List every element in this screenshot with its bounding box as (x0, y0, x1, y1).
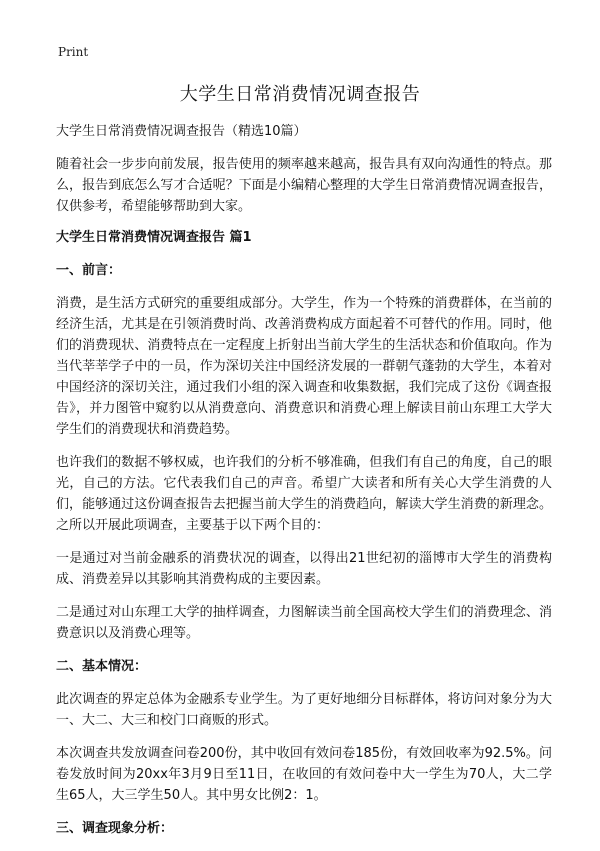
paragraph: 一是通过对当前金融系的消费状况的调查，以得出21世纪初的淄博市大学生的消费构成、消费差异以其影响其消费构成的主要因素。 (56, 551, 552, 587)
document-body (56, 121, 552, 851)
document-subtitle: 大学生日常消费情况调查报告（精选10篇） (56, 124, 307, 139)
section-heading-preface: 一、前言： (56, 263, 122, 278)
paragraph: 本次调查共发放调查问卷200份，其中收回有效问卷185份，有效回收率为92.5%。问卷发放时间为20xx年3月9日至11日，在收回的有效问卷中大一学生为70人，大二学生65人，大三学生50人。其中男女比例2：1。 (56, 746, 552, 803)
section-heading-analysis: 三、调查现象分析： (56, 821, 174, 836)
intro-paragraph: 随着社会一步步向前发展，报告使用的频率越来越高，报告具有双向沟通性的特点。那么，报告到底怎么写才合适呢？下面是小编精心整理的大学生日常消费情况调查报告，仅供参考，希望能够帮助到大家。 (56, 157, 552, 214)
paragraph: 此次调查的界定总体为金融系专业学生。为了更好地细分目标群体，将访问对象分为大一、大二、大三和校门口商贩的形式。 (56, 692, 552, 728)
paragraph: 二是通过对山东理工大学的抽样调查，力图解读当前全国高校大学生们的消费理念、消费意识以及消费心理等。 (56, 605, 552, 641)
print-label: Print (58, 45, 89, 59)
paragraph: 也许我们的数据不够权威，也许我们的分析不够准确，但我们有自己的角度，自己的眼光，自己的方法。它代表我们自己的声音。希望广大读者和所有关心大学生消费的人们，能够通过这份调查报告去把握当前大学生的消费趋向，解读大学生消费的新理念。之所以开展此项调查，主要基于以下两个目的： (56, 455, 552, 533)
section-heading-basic-info: 二、基本情况： (56, 659, 148, 674)
page-title: 大学生日常消费情况调查报告 (179, 84, 421, 105)
paragraph: 消费，是生活方式研究的重要组成部分。大学生，作为一个特殊的消费群体，在当前的经济生活，尤其是在引领消费时尚、改善消费构成方面起着不可替代的作用。同时，他们的消费现状、消费特点在一定程度上折射出当前大学生的生活状态和价值取向。作为当代莘莘学子中的一员，作为深切关注中国经济发展的一群朝气蓬勃的大学生，本着对中国经济的深切关注，通过我们小组的深入调查和收集数据，我们完成了这份《调查报告》，并力图管中窥豹以从消费意向、消费意识和消费心理上解读目前山东理工大学大学生们的消费现状和消费趋势。 (56, 296, 552, 437)
article-heading: 大学生日常消费情况调查报告 篇1 (56, 230, 252, 245)
